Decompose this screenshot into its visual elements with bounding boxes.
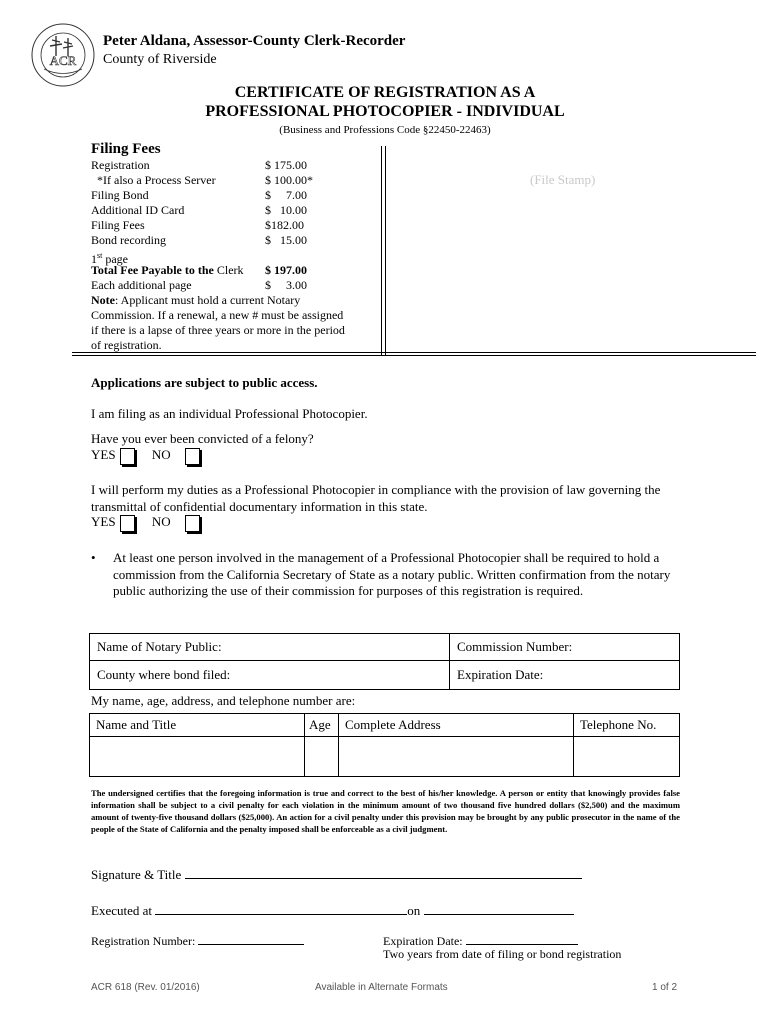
signature-input[interactable]: [185, 866, 582, 879]
total-amount: $ 197.00: [265, 263, 307, 277]
no-label: NO: [151, 514, 171, 529]
first-page-ordinal: st: [97, 251, 103, 260]
expiration-date-label: Expiration Date:: [457, 667, 544, 682]
county-name: County of Riverside: [103, 52, 217, 67]
first-page-number: 1: [91, 252, 97, 266]
note-text: : Applicant must hold a current Notary Commission. If a renewal, a new # must be assigned if there is a lapse of three years or more in the period of registration.: [91, 293, 345, 352]
official-name: Peter Aldana, Assessor-County Clerk-Recorder: [103, 33, 406, 49]
duties-statement: I will perform my duties as a Professional Photocopier in compliance with the provision of law governing the transmittal of confidential documentary information in this state.: [91, 482, 661, 514]
no-label: NO: [151, 447, 171, 462]
duties-answer-row: [91, 514, 200, 532]
felony-no-checkbox[interactable]: [185, 448, 200, 465]
notary-table: [89, 633, 680, 690]
certification-text: The undersigned certifies that the foregoing information is true and correct to the best of his/her knowledge. A person or entity that knowingly provides false information shall be subject to a civil penalty for each violation in the minimum amount of two thousand five hundred dollars ($2,500) and the maximum amount of twenty-five thousand dollars ($25,000). An action for a civil penalty under this provision may be brought by any public prosecutor in the name of the people of the State of California and the penalty imposed shall be enforceable as a civil judgment.: [91, 788, 680, 834]
public-access-notice: Applications are subject to public access.: [91, 375, 318, 390]
expiration-note: Two years from date of filing or bond registration: [383, 947, 622, 961]
note-label: Note: [91, 293, 115, 307]
commission-number-field[interactable]: [450, 634, 680, 661]
divider-horizontal: [72, 352, 756, 353]
fee-amount: $ 7.00: [265, 188, 307, 202]
yes-label: YES: [91, 514, 116, 529]
signature-label: Signature & Title: [91, 867, 182, 882]
filing-fees-heading: Filing Fees: [91, 141, 161, 157]
registration-number-row: [91, 932, 304, 949]
reg-expiration-label: Expiration Date:: [383, 934, 463, 948]
form-id: ACR 618 (Rev. 01/2016): [91, 982, 200, 993]
col-age: Age: [305, 714, 339, 737]
code-reference: (Business and Professions Code §22450-22463): [279, 124, 491, 136]
felony-answer-row: [91, 447, 200, 465]
executed-label: Executed at: [91, 903, 152, 918]
file-stamp-area: (File Stamp): [530, 172, 596, 187]
registration-number-input[interactable]: [198, 932, 304, 945]
svg-text:ACR: ACR: [49, 53, 77, 68]
duties-no-checkbox[interactable]: [185, 515, 200, 532]
signature-row: [91, 866, 582, 883]
notary-name-label: Name of Notary Public:: [97, 639, 222, 654]
notary-requirement: At least one person involved in the management of a Professional Photocopier shall be required to hold a commission from the California Secretary of State as a notary public. Written confirmation from the notary public authorizing the use of their commission for purposes of this registration is required.: [113, 550, 671, 598]
alternate-formats-note: Available in Alternate Formats: [315, 982, 448, 993]
executed-location-input[interactable]: [155, 902, 407, 915]
col-name-title: Name and Title: [90, 714, 305, 737]
name-title-input[interactable]: [90, 737, 305, 777]
fee-label: Additional ID Card: [91, 203, 185, 217]
county-seal-logo: [30, 22, 96, 88]
personal-info-table: [89, 713, 680, 777]
phone-input[interactable]: [574, 737, 680, 777]
applicant-note: [91, 293, 351, 353]
fee-label: *If also a Process Server: [91, 173, 216, 187]
yes-label: YES: [91, 447, 116, 462]
col-phone: Telephone No.: [574, 714, 680, 737]
commission-number-label: Commission Number:: [457, 639, 573, 654]
executed-row: [91, 902, 574, 919]
total-label-rest: Clerk: [213, 263, 244, 277]
page-number: 1 of 2: [652, 982, 678, 993]
fee-amount: $ 175.00: [265, 158, 307, 172]
fee-label: Registration: [91, 158, 150, 172]
reg-expiration-input[interactable]: [466, 932, 578, 945]
fee-amount: $ 3.00: [265, 278, 307, 292]
expiration-date-field[interactable]: [450, 661, 680, 690]
fee-label: Filing Bond: [91, 188, 149, 202]
on-label: on: [407, 903, 421, 918]
felony-question: Have you ever been convicted of a felony?: [91, 431, 314, 446]
divider-vertical: [381, 146, 382, 356]
notary-name-field[interactable]: [90, 634, 450, 661]
bullet-icon: •: [91, 550, 96, 565]
divider-vertical: [385, 146, 386, 356]
total-label: Total Fee Payable to the: [91, 263, 214, 277]
fee-amount: $182.00: [265, 218, 304, 232]
fee-amount: $ 100.00*: [265, 173, 313, 187]
form-title-line1: CERTIFICATE OF REGISTRATION AS A: [234, 84, 536, 101]
duties-yes-checkbox[interactable]: [120, 515, 135, 532]
col-address: Complete Address: [339, 714, 574, 737]
felony-yes-checkbox[interactable]: [120, 448, 135, 465]
divider-horizontal: [72, 355, 756, 356]
filing-statement: I am filing as an individual Professional Photocopier.: [91, 406, 368, 421]
form-title-line2: PROFESSIONAL PHOTOCOPIER - INDIVIDUAL: [205, 103, 565, 120]
fee-amount: $ 15.00: [265, 233, 307, 247]
address-input[interactable]: [339, 737, 574, 777]
first-page-label: page: [102, 252, 128, 266]
fee-amount: $ 10.00: [265, 203, 307, 217]
age-input[interactable]: [305, 737, 339, 777]
registration-number-label: Registration Number:: [91, 934, 196, 948]
fee-label: Each additional page: [91, 278, 192, 292]
fee-label: Bond recording: [91, 233, 166, 247]
bond-county-label: County where bond filed:: [97, 667, 231, 682]
executed-date-input[interactable]: [424, 902, 574, 915]
fee-label: Filing Fees: [91, 218, 145, 232]
personal-info-intro: My name, age, address, and telephone number are:: [91, 693, 356, 708]
bond-county-field[interactable]: [90, 661, 450, 690]
